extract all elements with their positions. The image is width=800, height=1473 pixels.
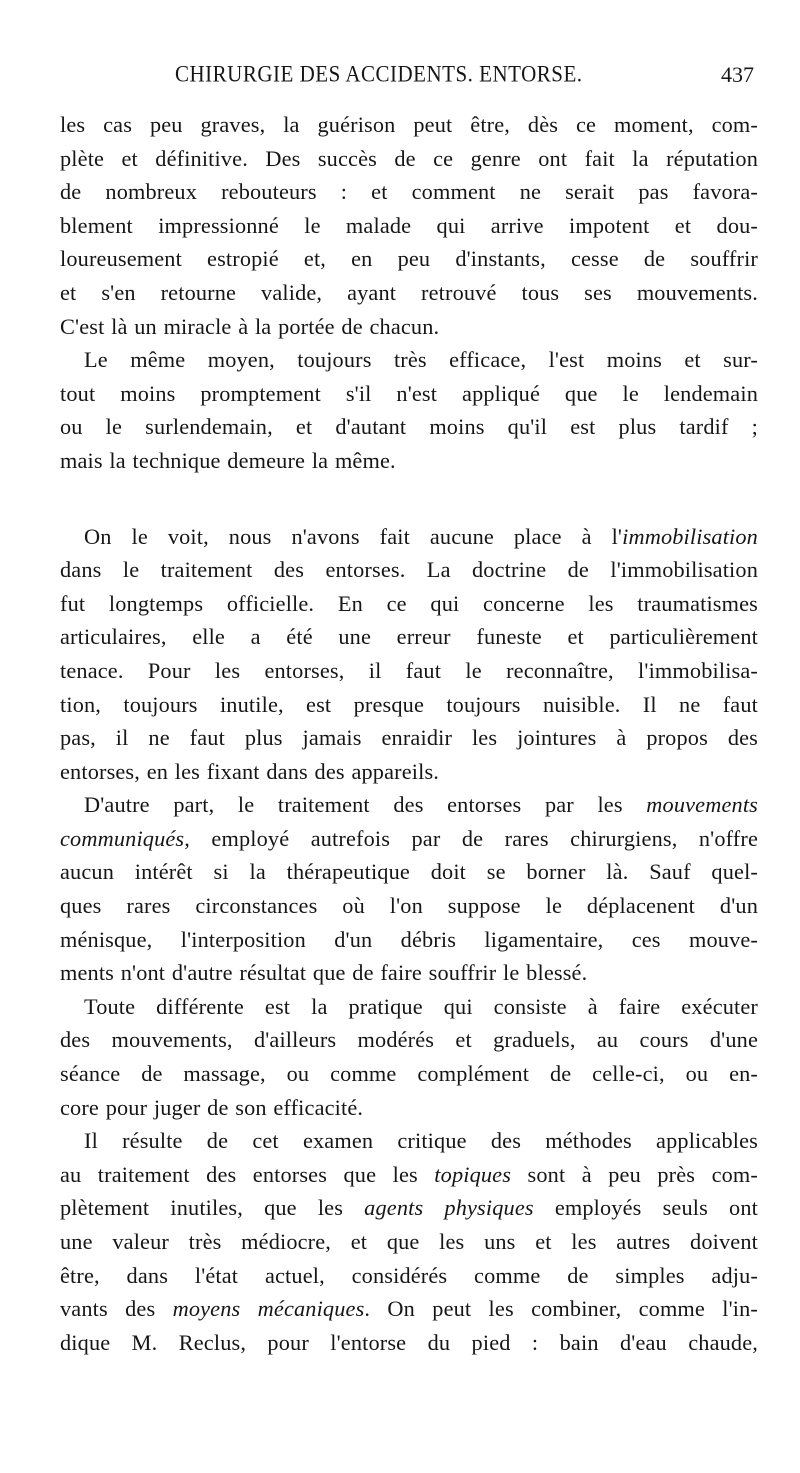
text-line: aucun intérêt si la thérapeutique doit se borner là. Sauf quel- <box>60 859 758 885</box>
text-run: vants des <box>60 1296 173 1322</box>
paragraph <box>60 788 758 990</box>
text-line: les cas peu graves, la guérison peut être, dès ce moment, com- <box>60 112 758 137</box>
italic-term: agents physiques <box>364 1195 534 1221</box>
text-line: entorses, en les fixant dans des appareils. <box>60 758 439 784</box>
text-line: plète et définitive. Des succès de ce genre ont fait la réputation <box>60 145 758 171</box>
paragraph <box>60 343 758 477</box>
text-line: être, dans l'état actuel, considérés comme de simples adju- <box>60 1262 758 1288</box>
text-line <box>60 520 758 554</box>
text-run: plètement inutiles, que les <box>60 1195 365 1221</box>
paragraph <box>60 520 758 789</box>
text-line: ménisque, l'interposition d'un débris ligamentaire, ces mouve- <box>60 926 758 952</box>
text-line <box>60 822 758 856</box>
text-line: Il résulte de cet examen critique des méthodes applicables <box>84 1128 758 1154</box>
text-run: employés seuls ont <box>533 1195 758 1221</box>
paragraph <box>60 1124 758 1359</box>
text-line: dans le traitement des entorses. La doctrine de l'immobilisation <box>60 557 758 583</box>
italic-term: mouvements <box>646 792 758 818</box>
italic-term: communiqués <box>60 825 185 851</box>
text-run: au traitement des entorses que les <box>60 1161 435 1187</box>
text-line: tenace. Pour les entorses, il faut le reconnaître, l'immobilisa- <box>60 657 758 683</box>
italic-term: immobilisation <box>622 523 758 549</box>
text-line: mais la technique demeure la même. <box>60 447 396 473</box>
page-header <box>60 62 760 92</box>
text-line: ments n'ont d'autre résultat que de faire souffrir le blessé. <box>60 960 588 986</box>
italic-term: moyens mécaniques <box>172 1296 365 1322</box>
text-line: de nombreux rebouteurs : et comment ne serait pas favora- <box>60 179 758 205</box>
paragraph <box>60 108 758 343</box>
page-number: 437 <box>721 62 754 87</box>
text-line: des mouvements, d'ailleurs modérés et graduels, au cours d'une <box>60 1027 758 1053</box>
section-break <box>60 478 758 520</box>
paragraph <box>60 990 758 1124</box>
text-line: pas, il ne faut plus jamais enraidir les jointures à propos des <box>60 725 758 751</box>
text-line <box>60 1292 758 1326</box>
text-run: , employé autrefois par de rares chirurgiens, n'offre <box>184 825 758 851</box>
text-line <box>60 788 758 822</box>
text-line: et s'en retourne valide, ayant retrouvé tous ses mouvements. <box>60 279 758 305</box>
text-run: . On peut les combiner, comme l'in- <box>364 1296 759 1322</box>
text-line: tout moins promptement s'il n'est appliqué que le lendemain <box>60 380 758 406</box>
text-line: Toute différente est la pratique qui consiste à faire exécuter <box>84 993 758 1019</box>
text-line: core pour juger de son efficacité. <box>60 1094 364 1120</box>
text-line: articulaires, elle a été une erreur funeste et particulièrement <box>60 624 758 650</box>
italic-term: topiques <box>434 1161 512 1187</box>
body-text <box>60 108 758 1359</box>
text-line: Le même moyen, toujours très efficace, l'est moins et sur- <box>84 347 758 373</box>
text-run: sont à peu près com- <box>511 1161 758 1187</box>
text-line: fut longtemps officielle. En ce qui concerne les traumatismes <box>60 590 758 616</box>
text-line: loureusement estropié et, en peu d'instants, cesse de souffrir <box>60 246 758 272</box>
text-line: C'est là un miracle à la portée de chacun. <box>60 313 440 339</box>
text-line: ou le surlendemain, et d'autant moins qu'il est plus tardif ; <box>60 414 758 440</box>
text-line: ques rares circonstances où l'on suppose le déplacenent d'un <box>60 893 758 919</box>
text-line: séance de massage, ou comme complément de celle-ci, ou en- <box>60 1061 758 1087</box>
text-line: blement impressionné le malade qui arrive impotent et dou- <box>60 212 758 238</box>
text-line <box>60 1158 758 1192</box>
running-head: CHIRURGIE DES ACCIDENTS. ENTORSE. <box>175 61 583 87</box>
text-line: tion, toujours inutile, est presque toujours nuisible. Il ne faut <box>60 691 758 717</box>
text-run: D'autre part, le traitement des entorses par les <box>84 792 647 818</box>
text-line: une valeur très médiocre, et que les uns et les autres doivent <box>60 1229 758 1254</box>
text-run: On le voit, nous n'avons fait aucune place à l' <box>84 523 623 549</box>
text-line: dique M. Reclus, pour l'entorse du pied : bain d'eau chaude, <box>60 1329 758 1355</box>
text-line <box>60 1191 758 1225</box>
